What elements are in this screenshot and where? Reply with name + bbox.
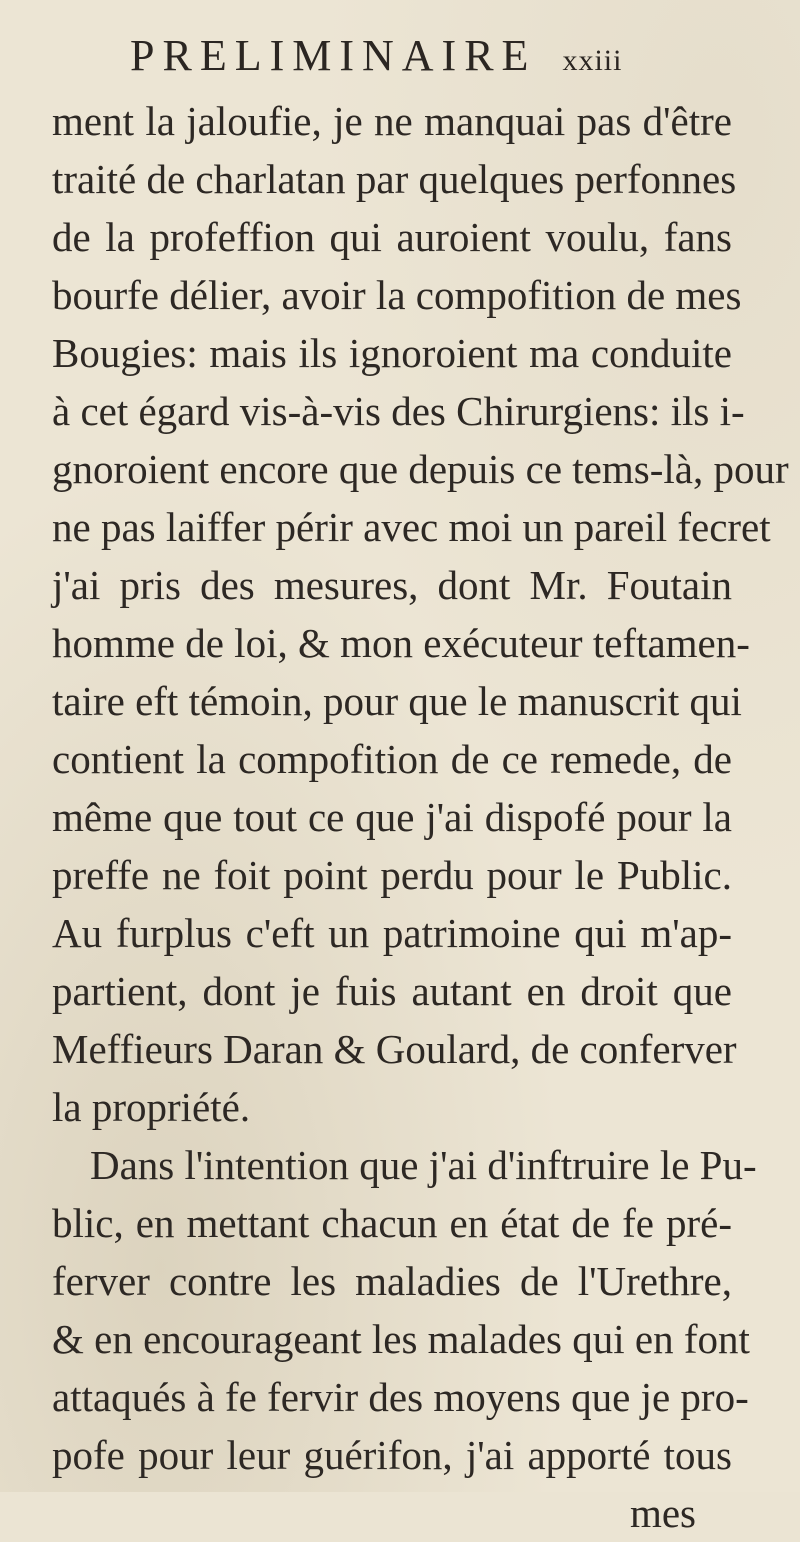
text-line: de la profeffion qui auroient voulu, fans [52, 214, 732, 260]
text-line: pofe pour leur guérifon, j'ai apporté tous [52, 1432, 732, 1478]
text-line: homme de loi, & mon exécuteur teftamen- [52, 620, 750, 666]
text-line: ment la jaloufie, je ne manquai pas d'être [52, 98, 732, 144]
catchword: mes [629, 1490, 696, 1536]
text-line: gnoroient encore que depuis ce tems-là, pour [52, 446, 789, 492]
paragraph-end-line: la propriété. [52, 1084, 251, 1130]
text-line: partient, dont je fuis autant en droit que [52, 968, 732, 1014]
text-line: & en encourageant les malades qui en font [52, 1316, 750, 1362]
text-line: blic, en mettant chacun en état de fe pré- [52, 1200, 732, 1246]
running-header [130, 30, 730, 86]
text-line: ferver contre les maladies de l'Urethre, [52, 1258, 732, 1304]
text-line: bourfe délier, avoir la compofition de mes [52, 272, 742, 318]
text-line: Au furplus c'eft un patrimoine qui m'ap- [52, 910, 732, 956]
text-line: attaqués à fe fervir des moyens que je pro- [52, 1374, 749, 1420]
body-text [52, 92, 789, 1542]
text-line: Meffieurs Daran & Goulard, de conferver [52, 1026, 737, 1072]
text-line: traité de charlatan par quelques perfonnes [52, 156, 737, 202]
text-line: contient la compofition de ce remede, de [52, 736, 732, 782]
page-number: xxiii [562, 44, 623, 77]
text-line: preffe ne foit point perdu pour le Public. [52, 852, 732, 898]
running-title: PRELIMINAIRE [130, 31, 537, 80]
text-line: taire eft témoin, pour que le manuscrit qui [52, 678, 742, 724]
text-line: ne pas laiffer périr avec moi un pareil fecret [52, 504, 771, 550]
text-line: j'ai pris des mesures, dont Mr. Foutain [52, 562, 732, 608]
paragraph-start-line: Dans l'intention que j'ai d'inftruire le Pu- [90, 1142, 757, 1188]
text-line: à cet égard vis-à-vis des Chirurgiens: ils i- [52, 388, 745, 434]
text-line: Bougies: mais ils ignoroient ma conduite [52, 330, 732, 376]
text-line: même que tout ce que j'ai dispofé pour la [52, 794, 732, 840]
